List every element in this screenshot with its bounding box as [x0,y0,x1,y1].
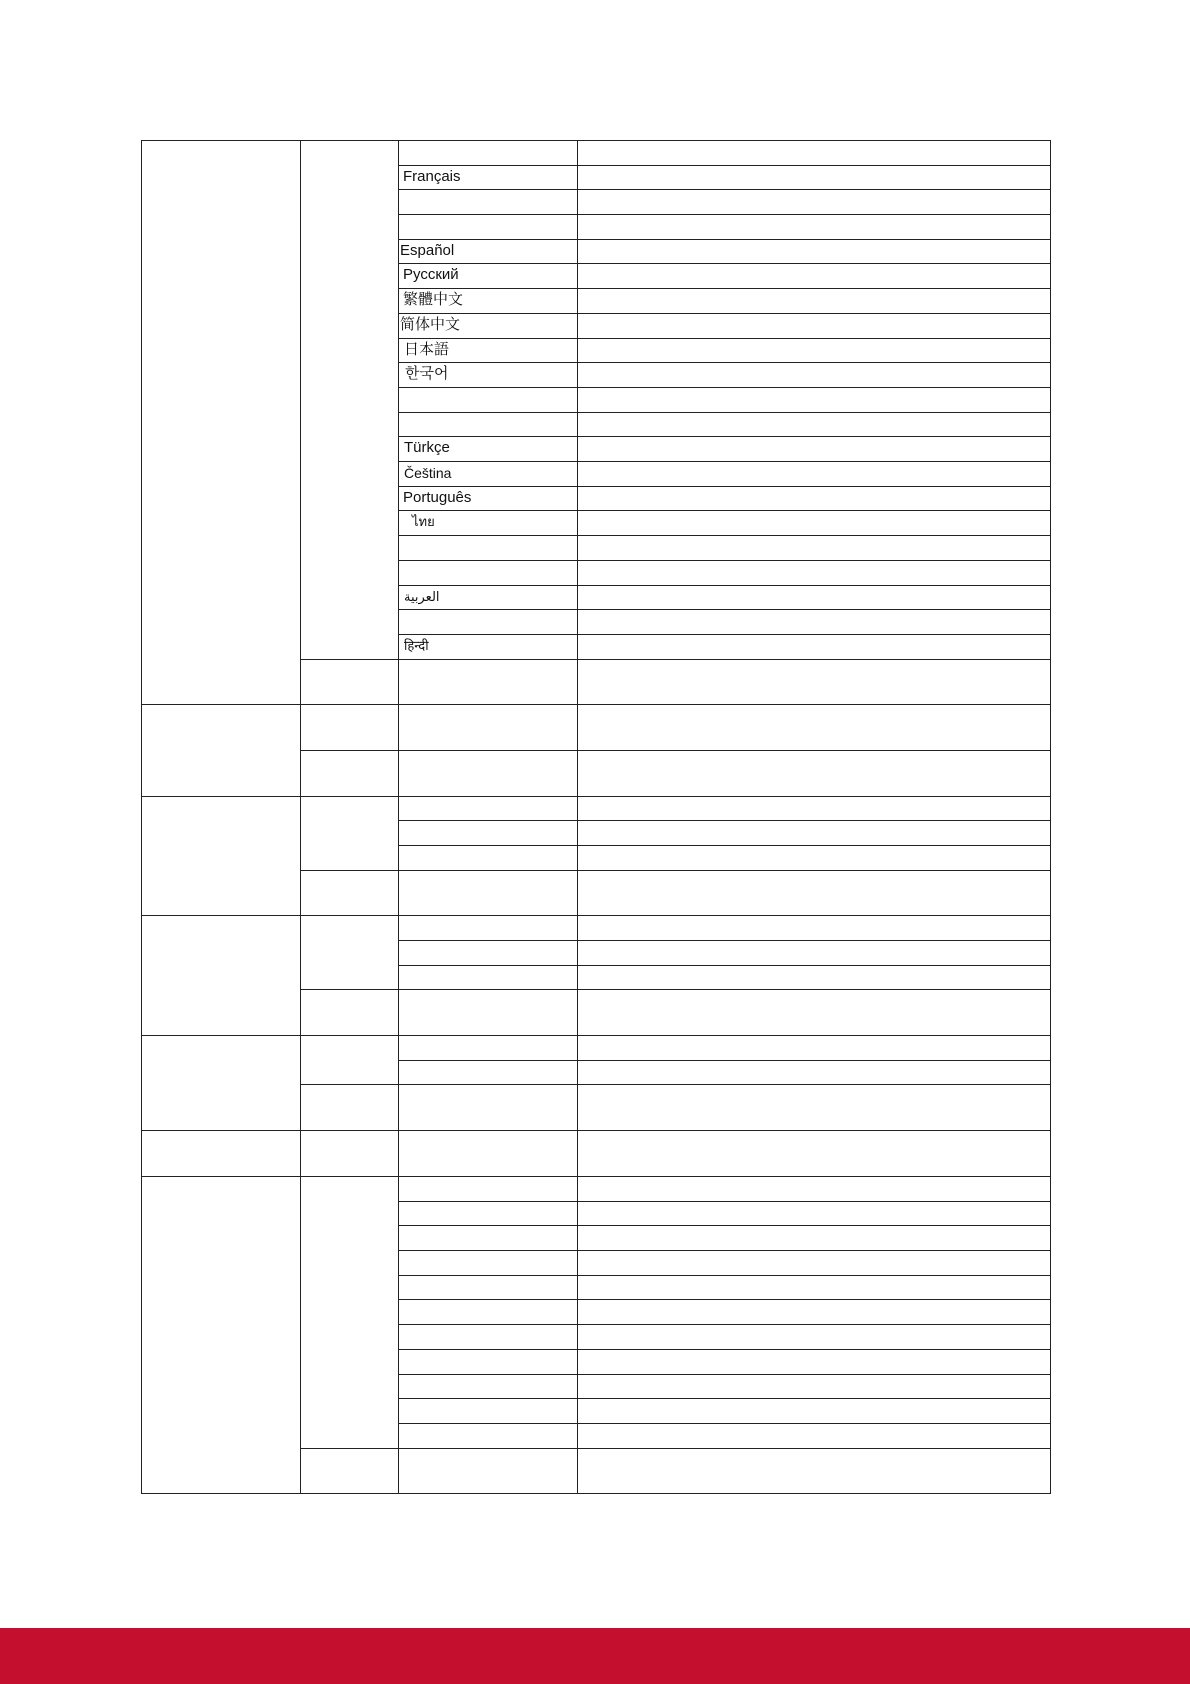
table-subgroup-divider [300,1448,1051,1449]
table-column-rule-1 [300,140,301,1494]
table-subgroup-divider [300,989,1051,990]
table-row-divider [398,845,1051,846]
table-row-divider [398,820,1051,821]
language-option-label: 日本語 [404,341,450,358]
table-column-rule-2 [398,140,399,1494]
table-row-divider [398,338,1051,339]
table-row-divider [398,1250,1051,1251]
language-option-label: हिन्दी [404,638,429,653]
language-option-label: Türkçe [404,439,450,456]
table-top-border [141,140,1051,141]
table-row-divider [398,1201,1051,1202]
table-column-rule-3 [577,140,578,1494]
table-row-divider [398,486,1051,487]
table-row-divider [398,1349,1051,1350]
table-row-divider [398,412,1051,413]
table-row-divider [398,535,1051,536]
settings-table [141,140,1051,1470]
table-row-divider [398,189,1051,190]
language-option-label: Español [400,242,455,259]
table-row-divider [398,1374,1051,1375]
table-subgroup-divider [300,870,1051,871]
language-option-label: Português [403,489,472,506]
language-option-label: العربية [404,589,440,604]
table-group-divider [141,796,1051,797]
table-row-divider [398,165,1051,166]
table-group-divider [141,1493,1051,1494]
table-row-divider [398,1060,1051,1061]
table-group-divider [141,704,1051,705]
language-option-label: ไทย [412,514,435,529]
table-column-rule-0 [141,140,142,1494]
table-row-divider [398,288,1051,289]
table-group-divider [141,1176,1051,1177]
table-group-divider [141,915,1051,916]
table-row-divider [398,585,1051,586]
table-row-divider [398,1299,1051,1300]
table-row-divider [398,560,1051,561]
table-row-divider [398,239,1051,240]
table-row-divider [398,461,1051,462]
table-row-divider [398,940,1051,941]
language-option-label: Русский [403,266,459,283]
table-row-divider [398,609,1051,610]
table-row-divider [398,1423,1051,1424]
language-option-label: 한국어 [405,365,449,382]
table-group-divider [141,1130,1051,1131]
table-row-divider [398,1275,1051,1276]
table-row-divider [398,387,1051,388]
table-subgroup-divider [300,1084,1051,1085]
table-subgroup-divider [300,659,1051,660]
table-row-divider [398,965,1051,966]
table-group-divider [141,1035,1051,1036]
language-option-label: Čeština [404,465,452,481]
table-row-divider [398,214,1051,215]
table-row-divider [398,634,1051,635]
table-row-divider [398,263,1051,264]
footer-bar [0,1628,1190,1684]
table-subgroup-divider [300,750,1051,751]
table-row-divider [398,362,1051,363]
table-row-divider [398,1225,1051,1226]
language-option-label: 简体中文 [400,316,461,333]
table-row-divider [398,510,1051,511]
table-row-divider [398,436,1051,437]
table-row-divider [398,1324,1051,1325]
language-option-label: Français [403,168,461,185]
table-column-rule-4 [1050,140,1051,1494]
table-row-divider [398,313,1051,314]
language-option-label: 繁體中文 [403,291,464,308]
table-row-divider [398,1398,1051,1399]
